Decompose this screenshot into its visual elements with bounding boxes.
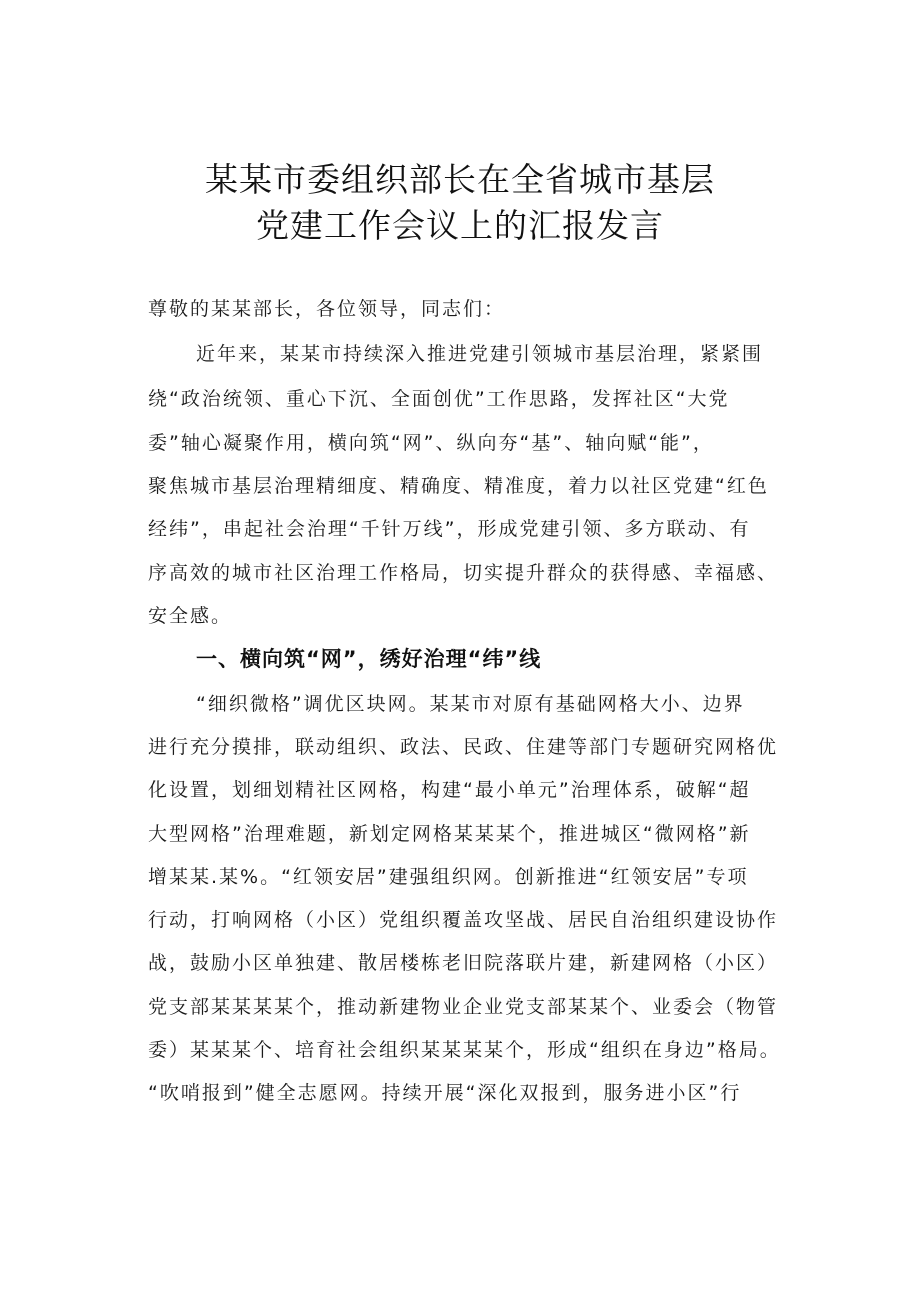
body-line: 进行充分摸排，联动组织、政法、民政、住建等部门专题研究网格优 — [148, 736, 779, 758]
body-line: 增某某.某%。“红领安居”建强组织网。创新推进“红领安居”专项 — [148, 866, 749, 888]
body-line: 大型网格”治理难题，新划定网格某某某个，推进城区“微网格”新 — [148, 823, 751, 845]
intro-line: 绕“政治统领、重心下沉、全面创优”工作思路，发挥社区“大党 — [148, 388, 730, 410]
body-line: 党支部某某某某个，推动新建物业企业党支部某某个、业委会（物管 — [148, 996, 779, 1018]
body-line: 战，鼓励小区单独建、散居楼栋老旧院落联片建，新建网格（小区） — [148, 952, 779, 974]
intro-line: 委”轴心凝聚作用，横向筑“网”、纵向夯“基”、轴向赋“能”， — [148, 432, 714, 454]
section-heading: 一、横向筑“网”，绣好治理“纬”线 — [196, 647, 542, 671]
intro-line: 序高效的城市社区治理工作格局，切实提升群众的获得感、幸福感、 — [148, 562, 779, 584]
salutation: 尊敬的某某部长，各位领导，同志们： — [148, 298, 506, 320]
body-line: “吹哨报到”健全志愿网。持续开展“深化双报到，服务进小区”行 — [148, 1082, 742, 1104]
body-line: 行动，打响网格（小区）党组织覆盖攻坚战、居民自治组织建设协作 — [148, 909, 779, 931]
intro-line: 经纬”，串起社会治理“千针万线”，形成党建引领、多方联动、有 — [148, 518, 751, 540]
document-title-line-2: 党建工作会议上的汇报发言 — [256, 206, 664, 245]
body-line: 化设置，划细划精社区网格，构建“最小单元”治理体系，破解“超 — [148, 779, 751, 801]
intro-line: 近年来，某某市持续深入推进党建引领城市基层治理，紧紧围 — [196, 343, 764, 365]
body-line: “细织微格”调优区块网。某某市对原有基础网格大小、边界 — [196, 693, 745, 715]
document-title-line-1: 某某市委组织部长在全省城市基层 — [205, 160, 715, 199]
body-line: 委）某某某个、培育社会组织某某某某个，形成“组织在身边”格局。 — [148, 1039, 781, 1061]
intro-line: 安全感。 — [148, 605, 233, 627]
intro-line: 聚焦城市基层治理精细度、精确度、精准度，着力以社区党建“红色 — [148, 475, 769, 497]
